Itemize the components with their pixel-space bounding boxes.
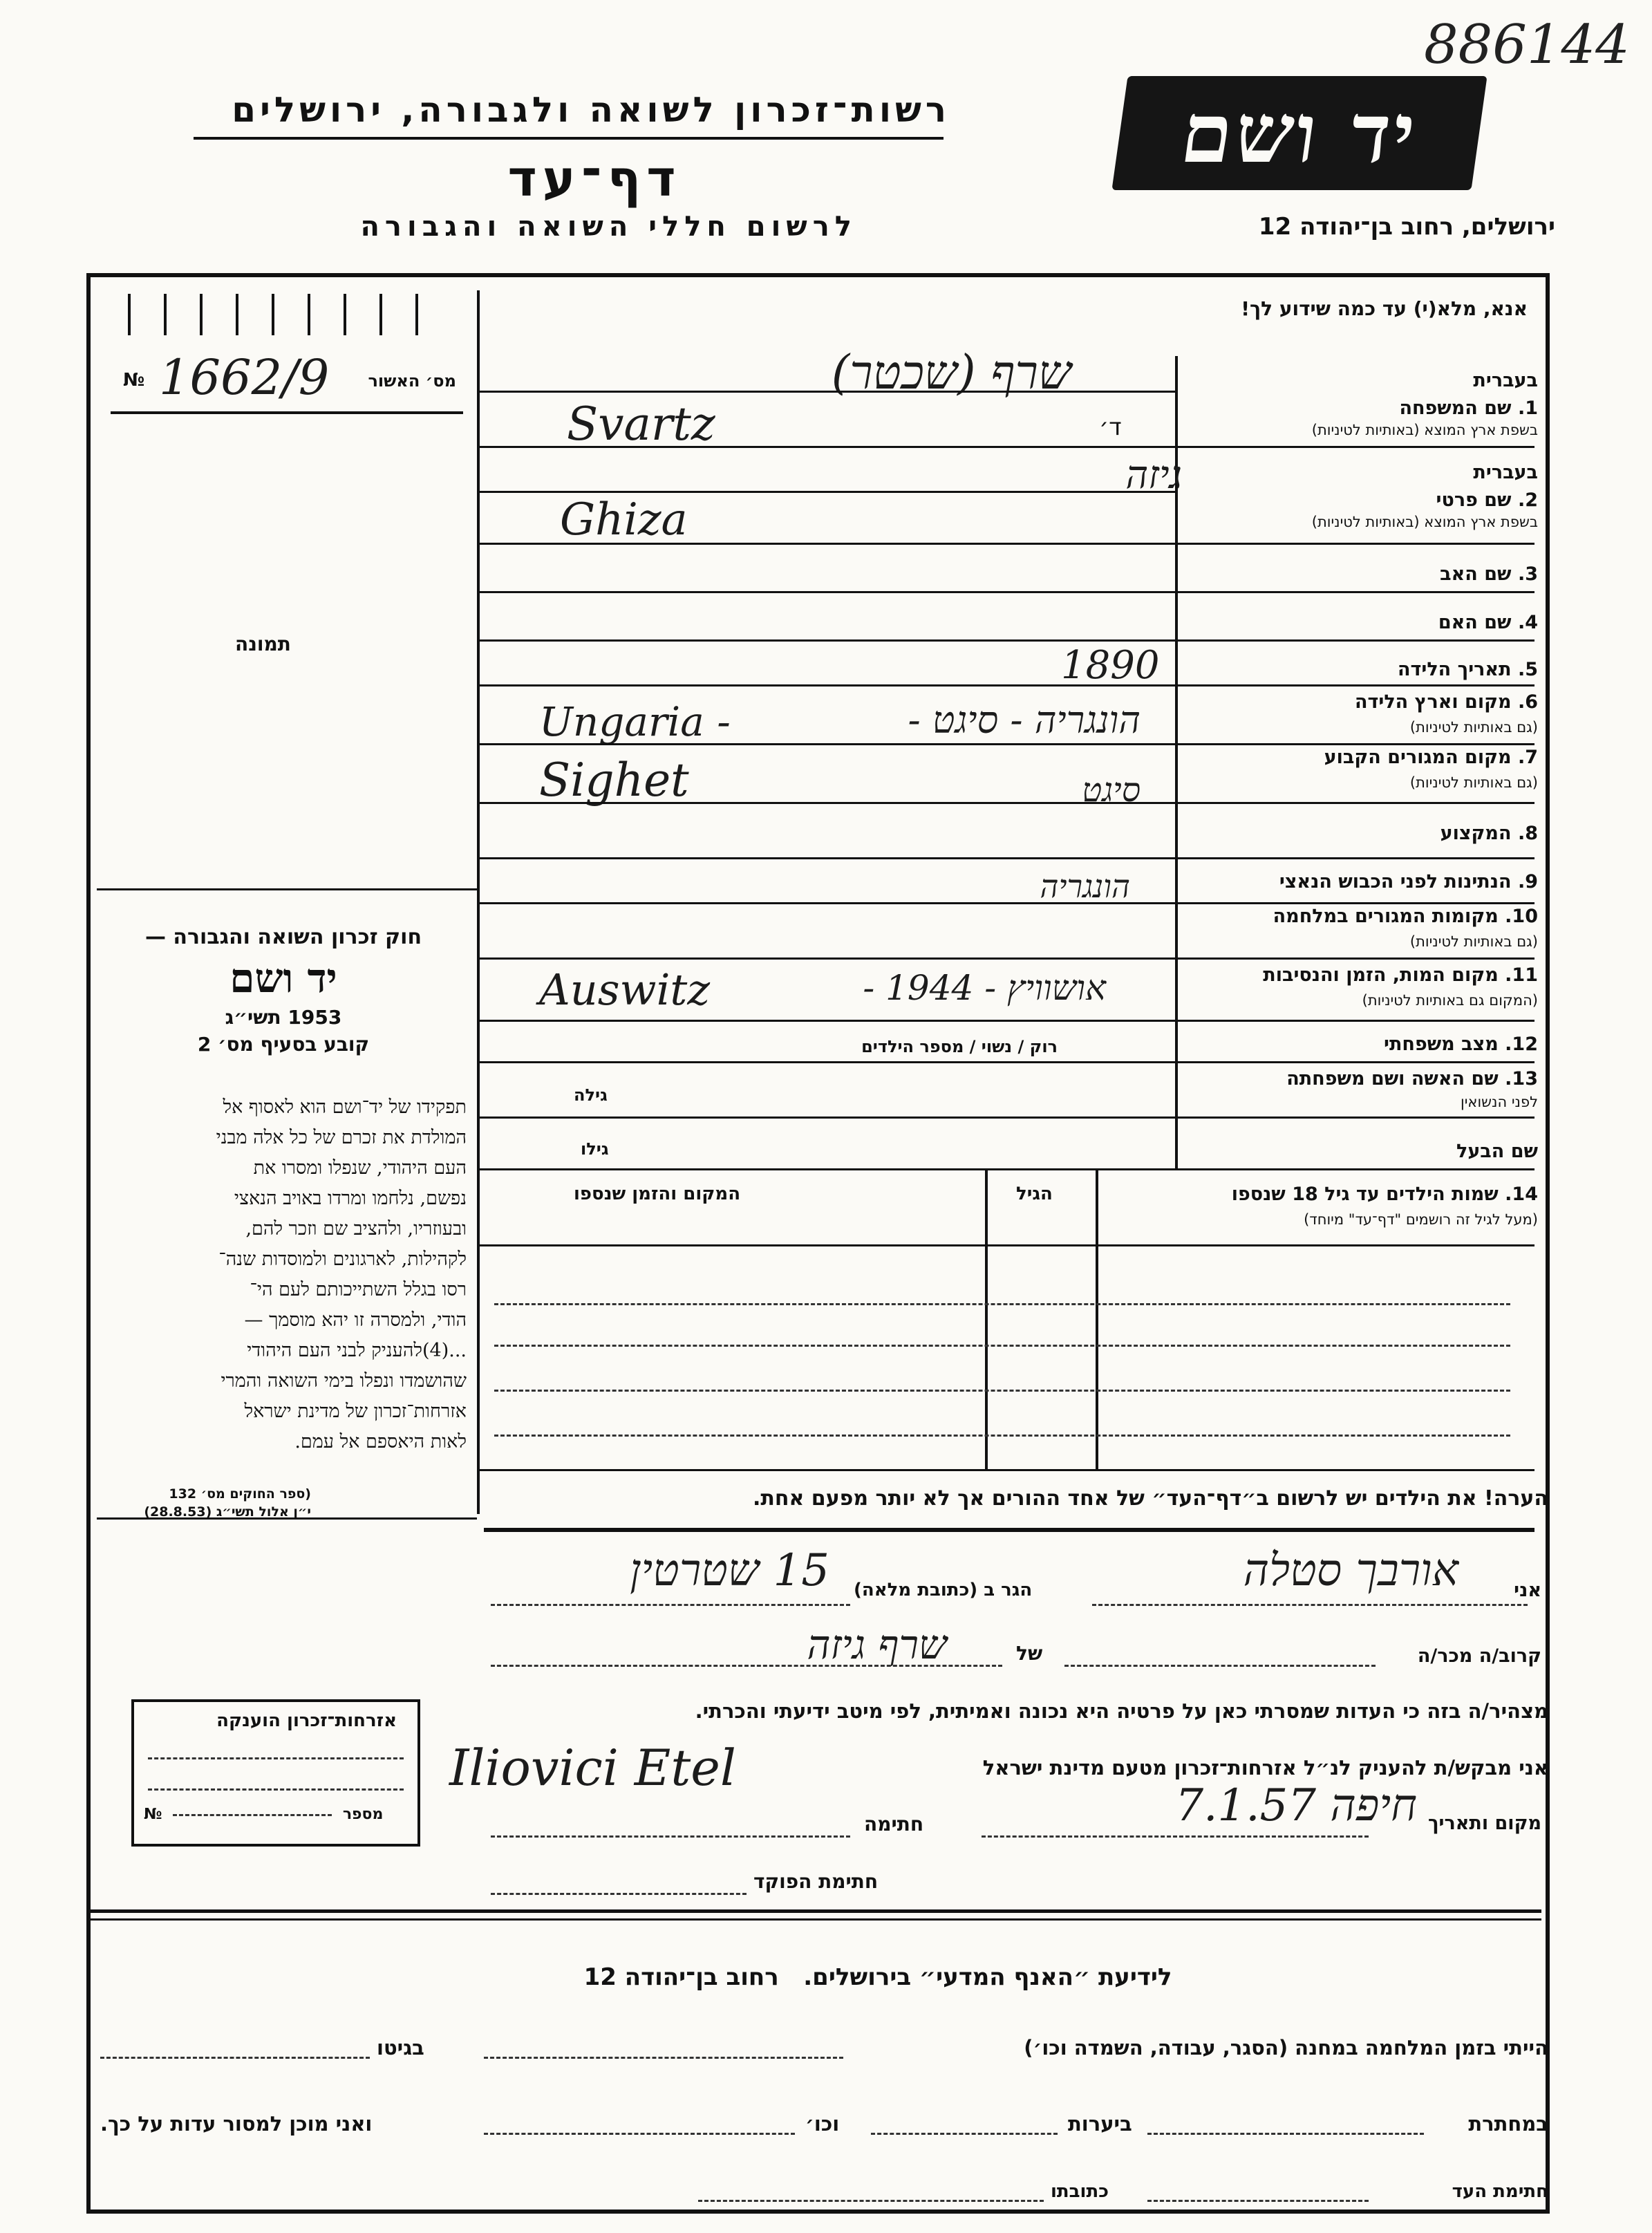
yad-vashem-logo (1111, 76, 1487, 190)
surname-mark: ד׳ (1099, 413, 1122, 441)
registration-value: 1662/9 (159, 349, 330, 406)
birth-date: 1890 (1061, 643, 1160, 688)
intro-text: אנא, מלא(י) עד כמה שידוע לך! (1241, 297, 1528, 320)
footer-address: כתובתו (1051, 2181, 1109, 2202)
footer-notice: לידיעת ״האנף המדעי״ בירושלים. רחוב בן־יהודה 12 (583, 1963, 1172, 1991)
officer-line (491, 1893, 747, 1895)
children-header-line (477, 1244, 1534, 1246)
field-9-label: 9. הנתינות לפני הכבוש הנאצי (1279, 871, 1538, 893)
logo-text: יד ושם (1175, 84, 1424, 181)
children-row (494, 1345, 1510, 1347)
law-line: רסו בגלל השתייכותם לעם הי־ (250, 1279, 467, 1300)
firstname-latin: Ghiza (560, 494, 688, 545)
archive-number: 886144 (1424, 14, 1630, 76)
field-10-label: 10. מקומות המגורים במלחמה (1273, 906, 1538, 927)
row-line (477, 391, 1175, 393)
certificate-line (148, 1757, 404, 1759)
residence-latin: Sighet (539, 754, 689, 807)
husband-label: שם הבעל (1456, 1141, 1538, 1162)
footer-fill (1147, 2200, 1369, 2202)
registration-label: מס׳ האשור (368, 371, 456, 391)
law-line: ...(4)להעניק לבני העם היהודי (247, 1340, 467, 1361)
field-4-label: 4. שם האם (1438, 612, 1538, 633)
row-line (477, 639, 1534, 642)
photo-label: תמונה (235, 633, 291, 655)
nationality: הונגריה (1040, 868, 1130, 905)
declarant-i-label: אני (1514, 1580, 1541, 1601)
field-10-sub: (גם באותיות לטיניות) (1409, 933, 1538, 950)
relative-of-line (491, 1665, 1002, 1667)
law-source-date: י״ן אלול תשי״ג (28.8.53) (144, 1504, 311, 1520)
row-line (477, 491, 1175, 493)
footer-witness-signature: חתימת העד (1452, 2181, 1548, 2202)
footer-forests: ביערות (1068, 2112, 1132, 2136)
law-line: הודי, ולמסרה זו יהא מוסמך — (244, 1309, 467, 1331)
law-year: 1953 תשי״ג (225, 1006, 342, 1029)
tick-marks (128, 294, 446, 335)
field-2-sub: בשפת ארץ המוצא (באותיות לטיניות) (1311, 514, 1538, 530)
law-line: המולדת את זכרם של כל אלה מבני (216, 1127, 467, 1148)
row-line (477, 543, 1175, 545)
field-5-label: 5. תאריך הלידה (1397, 659, 1538, 680)
footer-underground: במחתרת (1468, 2112, 1548, 2136)
field-7-sub: (גם באותיות לטיניות) (1409, 774, 1538, 791)
footer-ghetto: בגיטו (377, 2036, 424, 2059)
footer-etc: וכו׳ (805, 2112, 840, 2136)
children-age-divider-left (985, 1168, 988, 1469)
children-label: 14. שמות הילדים עד גיל 18 שנספו (1231, 1184, 1538, 1205)
form-title: דף־עד (507, 149, 682, 207)
row-line (1175, 543, 1534, 545)
footer-fill (698, 2200, 1044, 2202)
footer-fill (1147, 2133, 1424, 2135)
children-row (494, 1390, 1510, 1392)
relative-of: שרף גיזה (807, 1621, 947, 1668)
declarant-name-line (1092, 1604, 1528, 1606)
place-date: חיפה 7.1.57 (1175, 1780, 1417, 1831)
certificate-number: № מספר (144, 1806, 384, 1823)
law-source-line: (ספר החוקים מס׳ 132 (169, 1486, 311, 1502)
footer-willing: ואני מוכן למסור עדות על כך. (100, 2112, 373, 2136)
law-logo: יד ושם (229, 955, 337, 1002)
field-2-label: 2. שם פרטי (1436, 489, 1538, 511)
field-13-label: 13. שם האשה ושם משפחתה (1286, 1068, 1538, 1090)
relative-label: קרוב/ה מכר/ה (1417, 1645, 1541, 1667)
footer-fill (100, 2057, 370, 2059)
footer-separator (91, 1909, 1541, 1913)
death-place-hebrew: אושוויץ - 1944 - (863, 968, 1106, 1008)
row-line (477, 1168, 1534, 1170)
row-line (477, 857, 1534, 859)
law-line: ובעוזריו, ולהציב שם וזכר להם, (245, 1218, 467, 1240)
footer-line-1: הייתי בזמן המלחמה במחנה (הסגר, עבודה, השמדה וכו׳) (1024, 2036, 1548, 2059)
field-13-sub: לפני הנשואין (1460, 1094, 1538, 1110)
row-line (1175, 446, 1534, 448)
officer-label: חתימת הפוקד (753, 1870, 879, 1893)
field-7-label: 7. מקום המגורים הקבוע (1324, 747, 1538, 768)
field-6-sub: (גם באותיות לטיניות) (1409, 719, 1538, 736)
children-bottom-line (477, 1469, 1534, 1471)
field-8-label: 8. המקצוע (1440, 823, 1538, 844)
authority-name: רשות־זכרון לשואה ולגבורה, ירושלים (232, 90, 950, 130)
family-status-options: רוק / נשוי / מספר הילדים (861, 1037, 1058, 1056)
field-1-sub: בשפת ארץ המוצא (באותיות לטיניות) (1311, 422, 1538, 438)
row-line (477, 446, 1175, 448)
remark: הערה! את הילדים יש לרשום ב״דף־העד״ של אחד ההורים אך לא יותר מפעם אחת. (753, 1486, 1548, 1511)
law-line: לקהילות, לארגונים ולמוסדות שנה־ (218, 1249, 467, 1270)
declarant-address: 15 שטרטין (630, 1545, 829, 1596)
field-11-label: 11. מקום המות, הזמן והנסיבות (1263, 964, 1538, 986)
law-line: תפקידו של יד־ושם הוא לאסוף אל (223, 1096, 467, 1118)
declarant-address-line (491, 1604, 850, 1606)
footer-fill (871, 2133, 1058, 2135)
footer-fill (484, 2057, 843, 2059)
resides-label: הגר ב (כתובת מלאה) (854, 1580, 1033, 1600)
registration-box (111, 335, 463, 414)
authority-underline (194, 137, 944, 140)
row-line (477, 957, 1534, 960)
row-line (477, 1020, 1534, 1022)
husband-age-label: גילו (581, 1139, 609, 1159)
children-row (494, 1303, 1510, 1305)
declaration: מצהיר/ה בזה כי העדות שמסרתי כאן על פרטיה היא נכונה ואמיתית, לפי מיטב ידיעתי והכרתי. (695, 1699, 1548, 1723)
surname-hebrew: שרף (שכטר) (831, 346, 1071, 400)
row-line (477, 902, 1534, 904)
signature-label: חתימה (864, 1813, 924, 1835)
law-line: נפשם, נלחמו ומרדו באויב הנאצי (234, 1188, 467, 1209)
law-source (104, 1485, 311, 1521)
children-note: (מעל לגיל זה רושמים "דף־עד" מיוחד) (1304, 1211, 1538, 1228)
certificate-title: אזרחות־זכרון הוענקה (216, 1710, 397, 1731)
place-date-line (982, 1835, 1369, 1838)
footer-separator-2 (91, 1918, 1541, 1921)
row-line (477, 1116, 1534, 1119)
registration-prefix: № (123, 370, 145, 391)
field-2-hebrew-tag: בעברית (1473, 462, 1538, 483)
field-3-label: 3. שם האב (1440, 563, 1538, 585)
law-line: שהושמדו ונפלו בימי השואה והמרי (220, 1370, 467, 1392)
law-box-bottom (97, 1517, 477, 1520)
residence-hebrew: סיגט (1082, 771, 1141, 810)
field-1-label: 1. שם המשפחה (1399, 398, 1538, 419)
death-place-latin: Auswitz (539, 964, 711, 1015)
children-row (494, 1435, 1510, 1437)
law-line: לאות היאספם אל עמם. (294, 1431, 467, 1452)
field-11-sub: (המקום גם באותיות לטיניות) (1362, 992, 1538, 1009)
row-line (477, 591, 1534, 593)
birthplace-latin: Ungaria - (539, 698, 731, 745)
relative-line (1064, 1665, 1376, 1667)
firstname-hebrew: גיזה (1125, 453, 1182, 498)
certificate-box (131, 1699, 420, 1847)
request: אני מבקש/ת להעניק לנ״ל אזרחות־זכרון מטעם מדינת ישראל (982, 1756, 1548, 1779)
law-clause: קובע בסעיף מס׳ 2 (197, 1033, 370, 1056)
row-line (477, 1061, 1534, 1063)
declarant-name: אורבך סטלה (1243, 1545, 1458, 1596)
law-title: חוק זכרון השואה והגבורה — (144, 925, 422, 949)
remark-line (484, 1528, 1534, 1532)
field-6-label: 6. מקום וארץ הלידה (1354, 691, 1538, 713)
certificate-line (148, 1788, 404, 1791)
law-text (100, 1092, 467, 1457)
law-line: העם היהודי, שנפלו ומסרו את (253, 1157, 467, 1179)
field-1-hebrew-tag: בעברית (1473, 370, 1538, 391)
form-subtitle: לרשום חללי השואה והגבורה (360, 211, 857, 243)
birthplace-hebrew: הונגריה - סיגט - (908, 698, 1141, 742)
law-line: אזרחות־זכרון של מדינת ישראל (244, 1401, 467, 1422)
children-place-header: המקום והזמן שנספו (574, 1184, 741, 1204)
place-date-label: מקום ותאריך (1427, 1813, 1541, 1834)
children-age-divider-right (1096, 1168, 1098, 1469)
footer-fill (484, 2133, 795, 2135)
row-line (477, 743, 1534, 745)
of-label: של (1016, 1642, 1043, 1665)
address: ירושלים, רחוב בן־יהודה 12 (1258, 213, 1555, 241)
children-age-header: הגיל (1016, 1184, 1053, 1204)
wife-age-label: גילה (574, 1085, 608, 1105)
signature: Iliovici Etel (449, 1739, 736, 1797)
row-line (477, 684, 1534, 686)
photo-bottom-line (97, 888, 477, 890)
row-line (477, 802, 1534, 804)
surname-latin: Svartz (567, 398, 715, 451)
law-box (97, 913, 470, 1056)
field-12-label: 12. מצב משפחתי (1384, 1034, 1538, 1055)
signature-line (491, 1835, 850, 1838)
